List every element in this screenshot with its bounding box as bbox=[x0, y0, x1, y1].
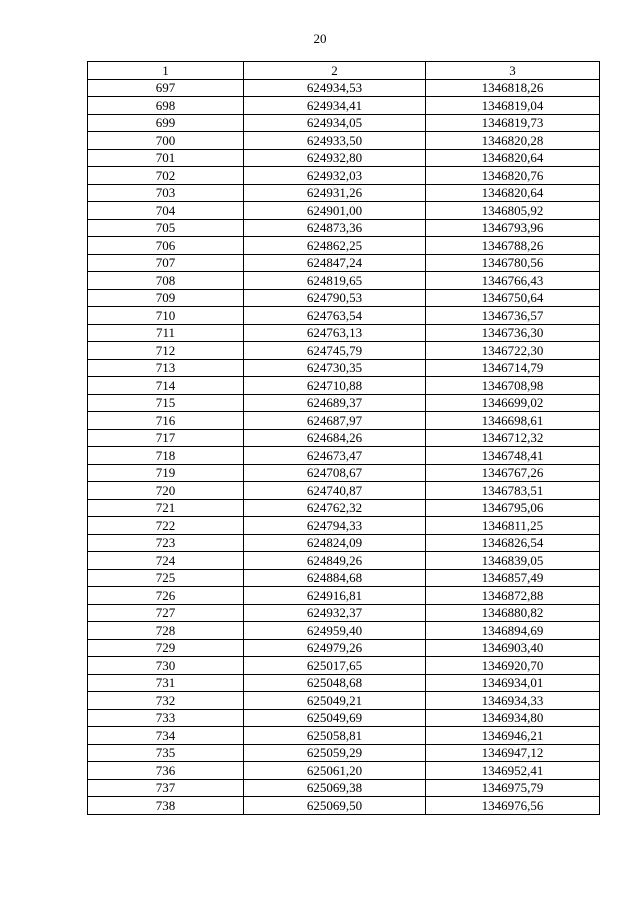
point-number-cell: 730 bbox=[88, 657, 244, 675]
y-coordinate-cell: 1346698,61 bbox=[426, 412, 600, 430]
x-coordinate-cell: 624884,68 bbox=[244, 569, 426, 587]
y-coordinate-cell: 1346750,64 bbox=[426, 289, 600, 307]
table-row bbox=[88, 149, 600, 167]
x-coordinate-cell: 624931,26 bbox=[244, 184, 426, 202]
y-coordinate-cell: 1346934,01 bbox=[426, 674, 600, 692]
x-coordinate-cell: 625048,68 bbox=[244, 674, 426, 692]
x-coordinate-cell: 624740,87 bbox=[244, 482, 426, 500]
table-row bbox=[88, 307, 600, 325]
y-coordinate-cell: 1346708,98 bbox=[426, 377, 600, 395]
point-number-cell: 735 bbox=[88, 744, 244, 762]
point-number-cell: 699 bbox=[88, 114, 244, 132]
y-coordinate-cell: 1346722,30 bbox=[426, 342, 600, 360]
x-coordinate-cell: 624901,00 bbox=[244, 202, 426, 220]
point-number-cell: 705 bbox=[88, 219, 244, 237]
table-row bbox=[88, 377, 600, 395]
x-coordinate-cell: 624932,03 bbox=[244, 167, 426, 185]
x-coordinate-cell: 625049,21 bbox=[244, 692, 426, 710]
x-coordinate-cell: 624873,36 bbox=[244, 219, 426, 237]
table-row bbox=[88, 622, 600, 640]
x-coordinate-cell: 625058,81 bbox=[244, 727, 426, 745]
x-coordinate-cell: 624673,47 bbox=[244, 447, 426, 465]
point-number-cell: 734 bbox=[88, 727, 244, 745]
point-number-cell: 714 bbox=[88, 377, 244, 395]
table-row bbox=[88, 692, 600, 710]
y-coordinate-cell: 1346736,30 bbox=[426, 324, 600, 342]
table-row bbox=[88, 674, 600, 692]
point-number-cell: 724 bbox=[88, 552, 244, 570]
point-number-cell: 717 bbox=[88, 429, 244, 447]
point-number-cell: 727 bbox=[88, 604, 244, 622]
point-number-cell: 697 bbox=[88, 79, 244, 97]
x-coordinate-cell: 625069,38 bbox=[244, 779, 426, 797]
page-number: 20 bbox=[313, 31, 327, 46]
y-coordinate-cell: 1346872,88 bbox=[426, 587, 600, 605]
x-coordinate-cell: 624684,26 bbox=[244, 429, 426, 447]
point-number-cell: 701 bbox=[88, 149, 244, 167]
table-row bbox=[88, 359, 600, 377]
y-coordinate-cell: 1346880,82 bbox=[426, 604, 600, 622]
point-number-cell: 729 bbox=[88, 639, 244, 657]
table-row bbox=[88, 342, 600, 360]
x-coordinate-cell: 624689,37 bbox=[244, 394, 426, 412]
point-number-cell: 719 bbox=[88, 464, 244, 482]
y-coordinate-cell: 1346712,32 bbox=[426, 429, 600, 447]
table-row bbox=[88, 97, 600, 115]
y-coordinate-cell: 1346934,80 bbox=[426, 709, 600, 727]
column-header-1: 1 bbox=[88, 62, 244, 80]
x-coordinate-cell: 625059,29 bbox=[244, 744, 426, 762]
x-coordinate-cell: 624862,25 bbox=[244, 237, 426, 255]
x-coordinate-cell: 624932,80 bbox=[244, 149, 426, 167]
x-coordinate-cell: 624762,32 bbox=[244, 499, 426, 517]
y-coordinate-cell: 1346820,64 bbox=[426, 184, 600, 202]
table-row bbox=[88, 744, 600, 762]
table-row bbox=[88, 604, 600, 622]
table-body bbox=[88, 79, 600, 814]
table-row bbox=[88, 517, 600, 535]
table-row bbox=[88, 167, 600, 185]
x-coordinate-cell: 624687,97 bbox=[244, 412, 426, 430]
x-coordinate-cell: 625061,20 bbox=[244, 762, 426, 780]
y-coordinate-cell: 1346783,51 bbox=[426, 482, 600, 500]
table-row bbox=[88, 412, 600, 430]
table-row bbox=[88, 254, 600, 272]
table-row bbox=[88, 394, 600, 412]
y-coordinate-cell: 1346818,26 bbox=[426, 79, 600, 97]
x-coordinate-cell: 624763,54 bbox=[244, 307, 426, 325]
point-number-cell: 736 bbox=[88, 762, 244, 780]
point-number-cell: 722 bbox=[88, 517, 244, 535]
y-coordinate-cell: 1346894,69 bbox=[426, 622, 600, 640]
x-coordinate-cell: 624934,41 bbox=[244, 97, 426, 115]
point-number-cell: 702 bbox=[88, 167, 244, 185]
column-header-2: 2 bbox=[244, 62, 426, 80]
y-coordinate-cell: 1346975,79 bbox=[426, 779, 600, 797]
point-number-cell: 713 bbox=[88, 359, 244, 377]
point-number-cell: 710 bbox=[88, 307, 244, 325]
table-header-row bbox=[88, 62, 600, 80]
y-coordinate-cell: 1346857,49 bbox=[426, 569, 600, 587]
y-coordinate-cell: 1346766,43 bbox=[426, 272, 600, 290]
point-number-cell: 707 bbox=[88, 254, 244, 272]
table-row bbox=[88, 237, 600, 255]
table-row bbox=[88, 727, 600, 745]
point-number-cell: 700 bbox=[88, 132, 244, 150]
point-number-cell: 715 bbox=[88, 394, 244, 412]
x-coordinate-cell: 624819,65 bbox=[244, 272, 426, 290]
point-number-cell: 732 bbox=[88, 692, 244, 710]
y-coordinate-cell: 1346788,26 bbox=[426, 237, 600, 255]
point-number-cell: 726 bbox=[88, 587, 244, 605]
y-coordinate-cell: 1346793,96 bbox=[426, 219, 600, 237]
point-number-cell: 718 bbox=[88, 447, 244, 465]
point-number-cell: 708 bbox=[88, 272, 244, 290]
table-row bbox=[88, 184, 600, 202]
table-row bbox=[88, 797, 600, 815]
y-coordinate-cell: 1346952,41 bbox=[426, 762, 600, 780]
table-row bbox=[88, 482, 600, 500]
table-row bbox=[88, 499, 600, 517]
y-coordinate-cell: 1346903,40 bbox=[426, 639, 600, 657]
x-coordinate-cell: 625069,50 bbox=[244, 797, 426, 815]
x-coordinate-cell: 624824,09 bbox=[244, 534, 426, 552]
x-coordinate-cell: 624794,33 bbox=[244, 517, 426, 535]
point-number-cell: 725 bbox=[88, 569, 244, 587]
x-coordinate-cell: 624932,37 bbox=[244, 604, 426, 622]
x-coordinate-cell: 624847,24 bbox=[244, 254, 426, 272]
point-number-cell: 738 bbox=[88, 797, 244, 815]
table-row bbox=[88, 79, 600, 97]
point-number-cell: 720 bbox=[88, 482, 244, 500]
y-coordinate-cell: 1346820,64 bbox=[426, 149, 600, 167]
table-row bbox=[88, 447, 600, 465]
point-number-cell: 731 bbox=[88, 674, 244, 692]
x-coordinate-cell: 624730,35 bbox=[244, 359, 426, 377]
table-row bbox=[88, 587, 600, 605]
coordinates-table bbox=[87, 61, 600, 815]
point-number-cell: 728 bbox=[88, 622, 244, 640]
table-row bbox=[88, 132, 600, 150]
point-number-cell: 704 bbox=[88, 202, 244, 220]
table-row bbox=[88, 709, 600, 727]
table-row bbox=[88, 762, 600, 780]
y-coordinate-cell: 1346699,02 bbox=[426, 394, 600, 412]
table-row bbox=[88, 289, 600, 307]
y-coordinate-cell: 1346795,06 bbox=[426, 499, 600, 517]
y-coordinate-cell: 1346748,41 bbox=[426, 447, 600, 465]
y-coordinate-cell: 1346736,57 bbox=[426, 307, 600, 325]
x-coordinate-cell: 624959,40 bbox=[244, 622, 426, 640]
y-coordinate-cell: 1346780,56 bbox=[426, 254, 600, 272]
y-coordinate-cell: 1346839,05 bbox=[426, 552, 600, 570]
point-number-cell: 721 bbox=[88, 499, 244, 517]
point-number-cell: 723 bbox=[88, 534, 244, 552]
point-number-cell: 716 bbox=[88, 412, 244, 430]
table-row bbox=[88, 639, 600, 657]
point-number-cell: 706 bbox=[88, 237, 244, 255]
x-coordinate-cell: 624745,79 bbox=[244, 342, 426, 360]
y-coordinate-cell: 1346820,76 bbox=[426, 167, 600, 185]
y-coordinate-cell: 1346714,79 bbox=[426, 359, 600, 377]
table-row bbox=[88, 552, 600, 570]
point-number-cell: 711 bbox=[88, 324, 244, 342]
point-number-cell: 703 bbox=[88, 184, 244, 202]
y-coordinate-cell: 1346947,12 bbox=[426, 744, 600, 762]
x-coordinate-cell: 624933,50 bbox=[244, 132, 426, 150]
x-coordinate-cell: 624708,67 bbox=[244, 464, 426, 482]
table-row bbox=[88, 779, 600, 797]
y-coordinate-cell: 1346819,73 bbox=[426, 114, 600, 132]
table-row bbox=[88, 657, 600, 675]
x-coordinate-cell: 624790,53 bbox=[244, 289, 426, 307]
y-coordinate-cell: 1346976,56 bbox=[426, 797, 600, 815]
y-coordinate-cell: 1346920,70 bbox=[426, 657, 600, 675]
x-coordinate-cell: 624710,88 bbox=[244, 377, 426, 395]
y-coordinate-cell: 1346805,92 bbox=[426, 202, 600, 220]
x-coordinate-cell: 624763,13 bbox=[244, 324, 426, 342]
point-number-cell: 709 bbox=[88, 289, 244, 307]
table-row bbox=[88, 324, 600, 342]
x-coordinate-cell: 625049,69 bbox=[244, 709, 426, 727]
x-coordinate-cell: 624934,05 bbox=[244, 114, 426, 132]
table-row bbox=[88, 114, 600, 132]
y-coordinate-cell: 1346767,26 bbox=[426, 464, 600, 482]
point-number-cell: 737 bbox=[88, 779, 244, 797]
column-header-3: 3 bbox=[426, 62, 600, 80]
x-coordinate-cell: 625017,65 bbox=[244, 657, 426, 675]
x-coordinate-cell: 624849,26 bbox=[244, 552, 426, 570]
y-coordinate-cell: 1346934,33 bbox=[426, 692, 600, 710]
table-row bbox=[88, 464, 600, 482]
y-coordinate-cell: 1346820,28 bbox=[426, 132, 600, 150]
point-number-cell: 712 bbox=[88, 342, 244, 360]
table-row bbox=[88, 202, 600, 220]
y-coordinate-cell: 1346819,04 bbox=[426, 97, 600, 115]
x-coordinate-cell: 624934,53 bbox=[244, 79, 426, 97]
point-number-cell: 733 bbox=[88, 709, 244, 727]
table-row bbox=[88, 272, 600, 290]
y-coordinate-cell: 1346946,21 bbox=[426, 727, 600, 745]
table-row bbox=[88, 219, 600, 237]
point-number-cell: 698 bbox=[88, 97, 244, 115]
x-coordinate-cell: 624979,26 bbox=[244, 639, 426, 657]
table-row bbox=[88, 569, 600, 587]
y-coordinate-cell: 1346811,25 bbox=[426, 517, 600, 535]
x-coordinate-cell: 624916,81 bbox=[244, 587, 426, 605]
table-row bbox=[88, 534, 600, 552]
y-coordinate-cell: 1346826,54 bbox=[426, 534, 600, 552]
table-row bbox=[88, 429, 600, 447]
